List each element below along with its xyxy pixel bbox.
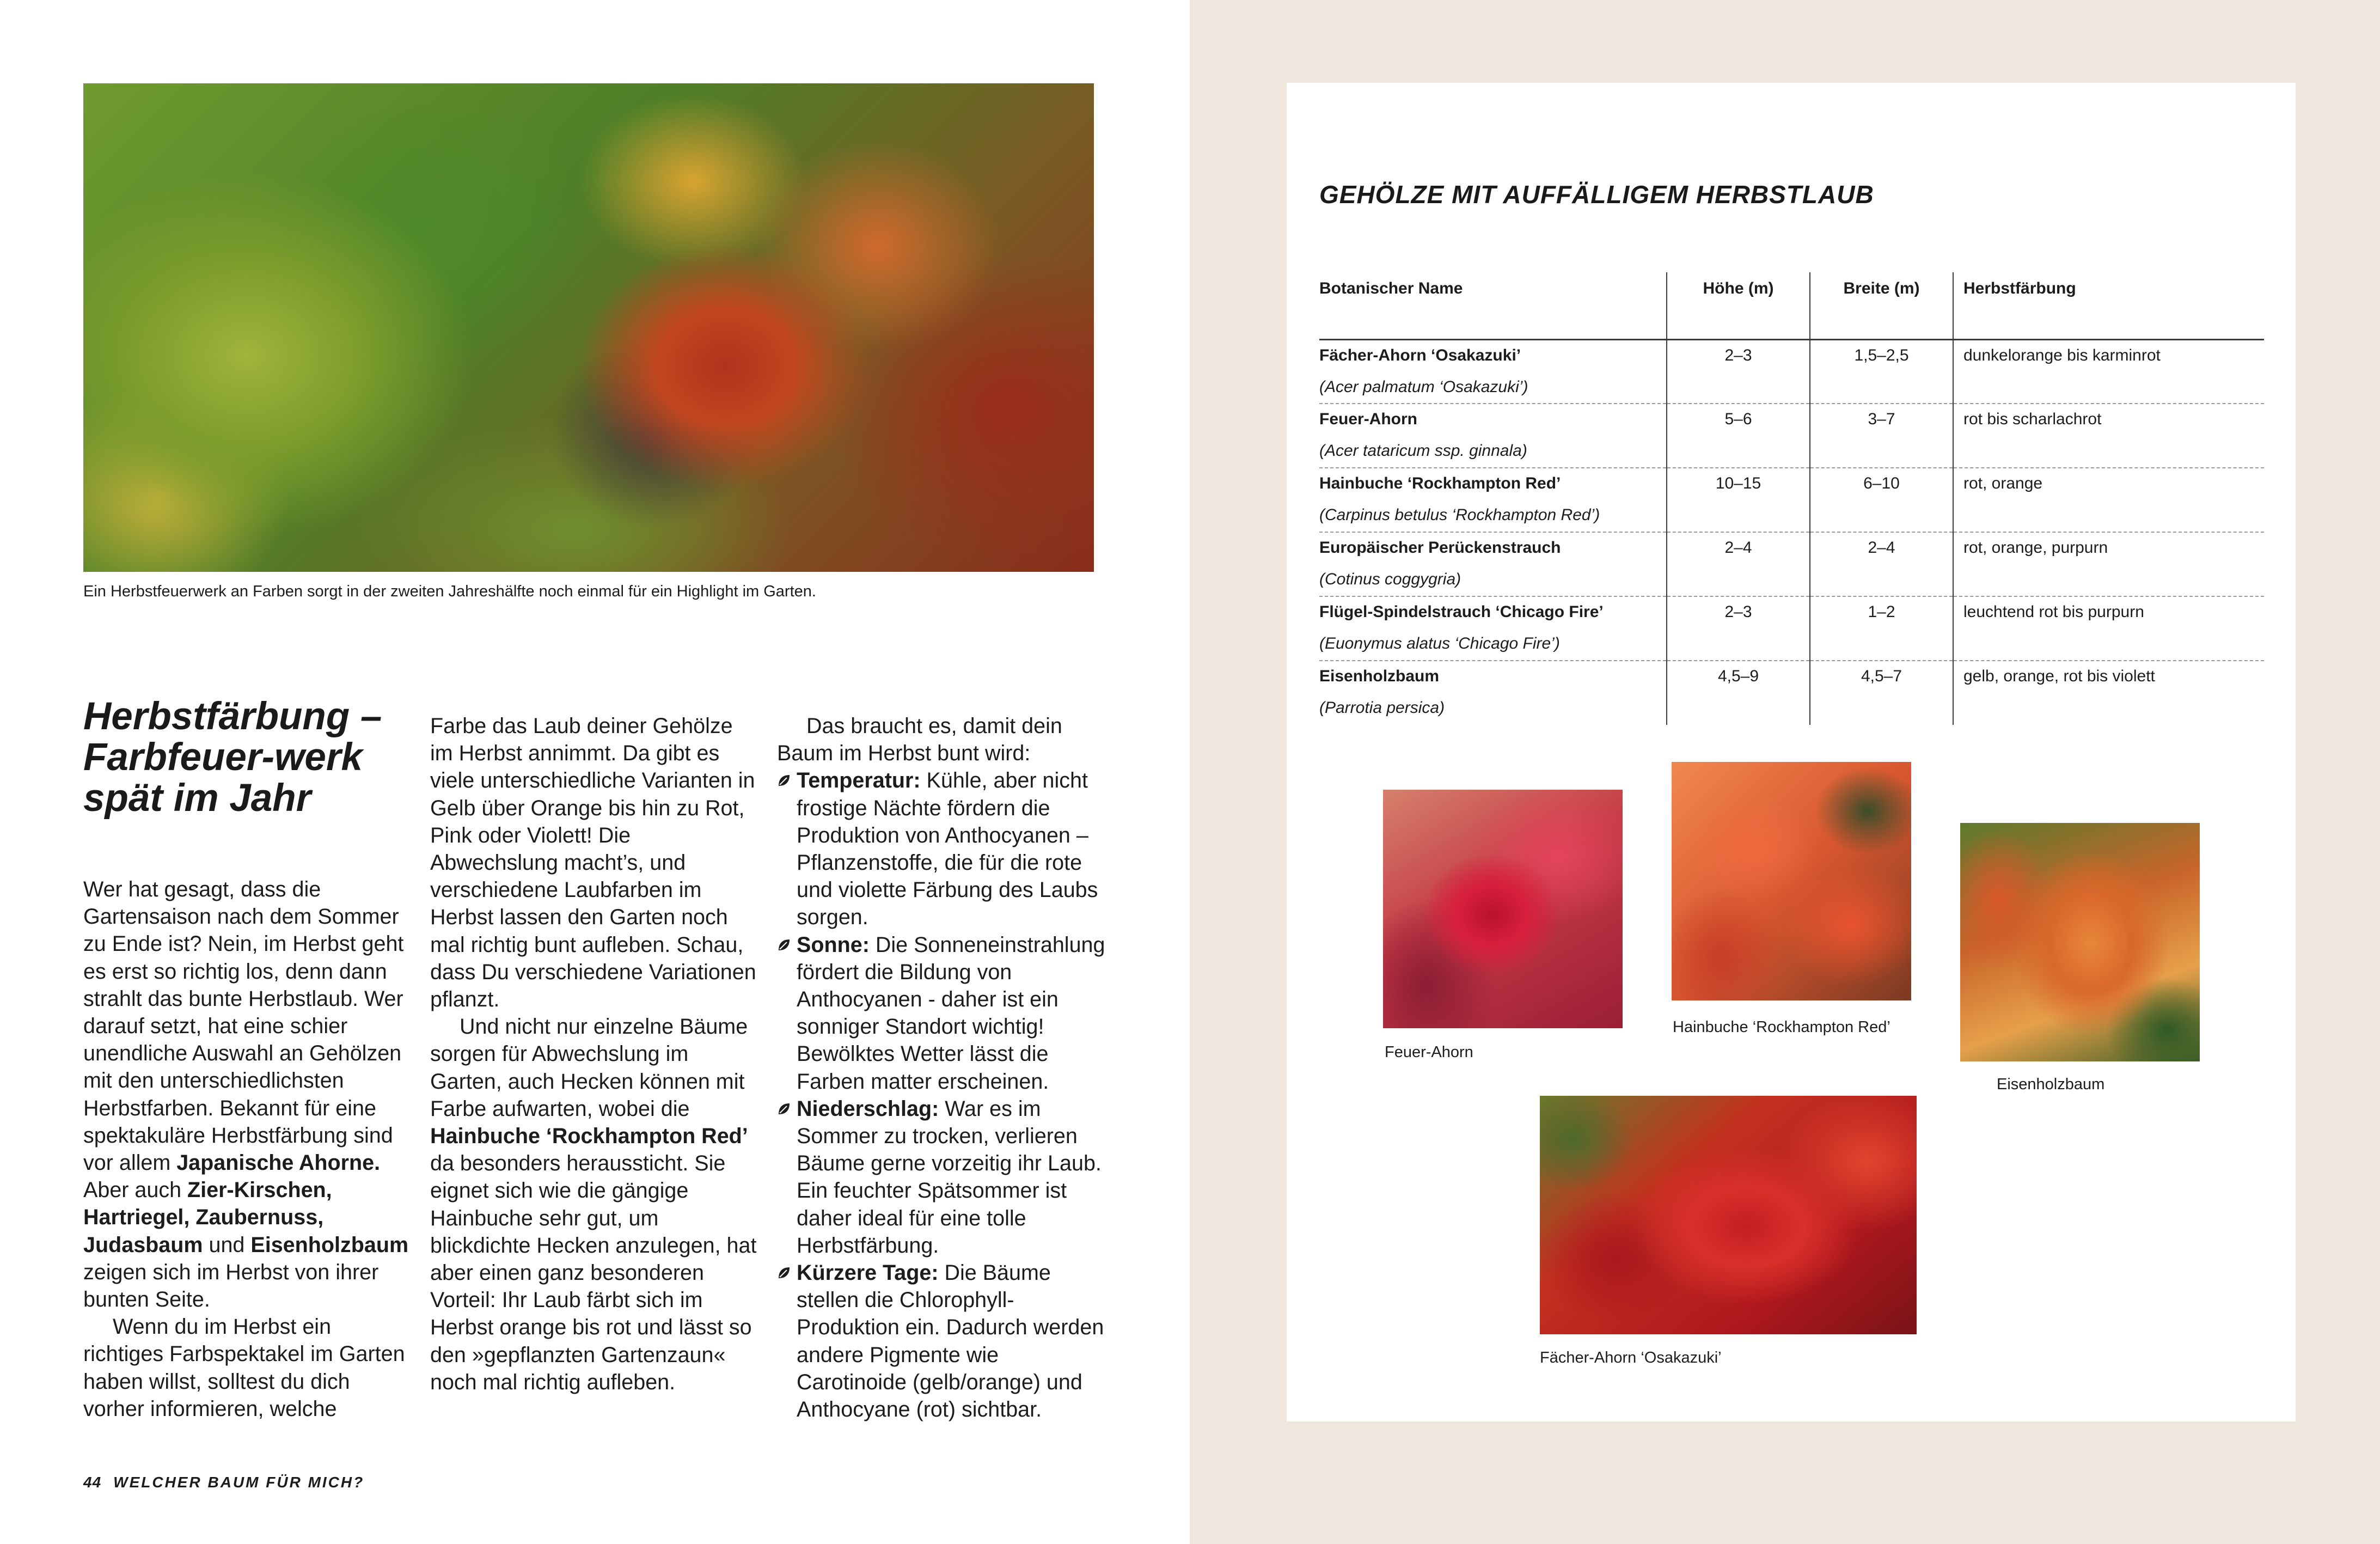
text-span: und xyxy=(203,1232,251,1257)
article-paragraph: Wenn du im Herbst ein richtiges Farbspektakel im Garten haben willst, solltest du dich vorher informieren, welche xyxy=(83,1315,405,1421)
plant-name: Europäischer Perückenstrauch xyxy=(1319,539,1561,557)
article-paragraph xyxy=(83,876,410,1313)
article-column-1 xyxy=(83,876,410,1423)
table-row xyxy=(1319,532,2264,596)
bullet-text: Kühle, aber nicht frostige Nächte fördern die Produktion von Anthocyanen – Pflanzenstoffe, die für die rote und violette Färbung des Laubs sorgen. xyxy=(797,768,1098,930)
list-item xyxy=(777,1259,1115,1423)
cell-name xyxy=(1319,532,1667,596)
cell-autumn-color: rot bis scharlachrot xyxy=(1953,404,2264,468)
bold-text: Zier-Kirschen, Hartriegel, Zaubernuss, Judasbaum xyxy=(83,1178,332,1257)
leaf-bullet-icon xyxy=(777,773,791,788)
cell-autumn-color: leuchtend rot bis purpurn xyxy=(1953,596,2264,661)
cell-height: 2–3 xyxy=(1667,596,1810,661)
cell-height: 2–3 xyxy=(1667,339,1810,404)
latin-name: (Cotinus coggygria) xyxy=(1319,570,1461,588)
cell-width: 2–4 xyxy=(1810,532,1953,596)
cell-width: 6–10 xyxy=(1810,468,1953,532)
cell-name xyxy=(1319,468,1667,532)
text-span: zeigen sich im Herbst von ihrer bunten Seite. xyxy=(83,1260,379,1312)
latin-name: (Euonymus alatus ‘Chicago Fire’) xyxy=(1319,634,1560,652)
cell-name xyxy=(1319,596,1667,661)
table-row xyxy=(1319,661,2264,725)
text-span: da besonders heraussticht. Sie eignet sich wie die gängige Hainbuche sehr gut, um blickdichte Hecken anzulegen, hat aber einen ganz besonderen Vorteil: Ihr Laub färbt sich im Herbst orange bis rot und lässt so den »gepflanzten Gartenzaun« noch mal richtig aufleben. xyxy=(430,1151,757,1394)
latin-name: (Acer palmatum ‘Osakazuki’) xyxy=(1319,377,1528,396)
cell-name xyxy=(1319,661,1667,725)
cell-width: 1–2 xyxy=(1810,596,1953,661)
bold-text: Japanische Ahorne. xyxy=(176,1151,381,1175)
plant-name: Hainbuche ‘Rockhampton Red’ xyxy=(1319,474,1561,492)
table-title: GEHÖLZE MIT AUFFÄLLIGEM HERBSTLAUB xyxy=(1319,180,1874,209)
hero-photo-autumn-garden xyxy=(83,83,1094,572)
plant-name: Eisenholzbaum xyxy=(1319,667,1440,685)
plant-name: Feuer-Ahorn xyxy=(1319,410,1417,428)
bullet-label: Temperatur: xyxy=(797,768,921,793)
table-row xyxy=(1319,468,2264,532)
cell-height: 4,5–9 xyxy=(1667,661,1810,725)
bullet-label: Kürzere Tage: xyxy=(797,1261,939,1285)
page-number: 44 xyxy=(83,1474,102,1491)
bold-text: Eisenholzbaum xyxy=(250,1232,409,1257)
leaf-bullet-icon xyxy=(777,938,791,952)
article-column-3 xyxy=(777,712,1115,1423)
cell-height: 2–4 xyxy=(1667,532,1810,596)
latin-name: (Parrotia persica) xyxy=(1319,699,1445,717)
list-item xyxy=(777,767,1115,931)
cell-autumn-color: dunkelorange bis karminrot xyxy=(1953,339,2264,404)
bullet-text: Die Bäume stellen die Chlorophyll-Produktion ein. Dadurch werden andere Pigmente wie Carotinoide (gelb/orange) und Anthocyane (rot) sichtbar. xyxy=(797,1261,1104,1422)
latin-name: (Carpinus betulus ‘Rockhampton Red’) xyxy=(1319,506,1600,524)
bullet-label: Niederschlag: xyxy=(797,1096,939,1121)
bullet-text: Die Sonneneinstrahlung fördert die Bildung von Anthocyanen - daher ist ein sonniger Standort wichtig! Bewölktes Wetter lässt die Farben matter erscheinen. xyxy=(797,932,1105,1094)
bullet-label: Sonne: xyxy=(797,932,870,957)
cell-height: 10–15 xyxy=(1667,468,1810,532)
cell-name xyxy=(1319,404,1667,468)
photo-feuer-ahorn xyxy=(1383,790,1623,1028)
photo-hainbuche xyxy=(1672,762,1911,1000)
photo-eisenholzbaum xyxy=(1960,823,2200,1061)
cell-name xyxy=(1319,339,1667,404)
column-header-autumn-color: Herbstfärbung xyxy=(1953,272,2264,339)
list-item xyxy=(777,1095,1115,1259)
section-title: WELCHER BAUM FÜR MICH? xyxy=(113,1474,365,1491)
photo-osakazuki xyxy=(1540,1096,1917,1334)
article-headline: Herbstfärbung – Farbfeuer-werk spät im Jahr xyxy=(83,695,382,820)
article-paragraph: Das braucht es, damit dein Baum im Herbst bunt wird: xyxy=(777,714,1062,766)
table-row xyxy=(1319,339,2264,404)
caption-eisenholzbaum: Eisenholzbaum xyxy=(1997,1076,2105,1093)
column-header-height: Höhe (m) xyxy=(1667,272,1810,339)
cell-autumn-color: rot, orange, purpurn xyxy=(1953,532,2264,596)
cell-autumn-color: rot, orange xyxy=(1953,468,2264,532)
cell-width: 4,5–7 xyxy=(1810,661,1953,725)
bullet-text: War es im Sommer zu trocken, verlieren Bäume gerne vorzeitig ihr Laub. Ein feuchter Spätsommer ist daher ideal für eine tolle Herbstfärbung. xyxy=(797,1096,1102,1258)
plant-name: Flügel-Spindelstrauch ‘Chicago Fire’ xyxy=(1319,603,1604,621)
latin-name: (Acer tataricum ssp. ginnala) xyxy=(1319,442,1527,460)
caption-osakazuki: Fächer-Ahorn ‘Osakazuki’ xyxy=(1540,1349,1722,1366)
table-header-row xyxy=(1319,272,2264,339)
cell-height: 5–6 xyxy=(1667,404,1810,468)
caption-feuer-ahorn: Feuer-Ahorn xyxy=(1385,1043,1473,1061)
cell-width: 3–7 xyxy=(1810,404,1953,468)
text-span: Wer hat gesagt, dass die Gartensaison nach dem Sommer zu Ende ist? Nein, im Herbst geht es erst so richtig los, denn dann strahlt das bunte Herbstlaub. Wer darauf setzt, hat eine schier unendliche Auswahl an Gehölzen mit den unterschiedlichsten Herbstfarben. Bekannt für eine spektakuläre Herbstfärbung sind vor allem xyxy=(83,877,404,1175)
caption-hainbuche: Hainbuche ‘Rockhampton Red’ xyxy=(1673,1018,1890,1036)
text-span: Aber auch xyxy=(83,1178,188,1203)
leaf-bullet-icon xyxy=(777,1102,791,1116)
bold-text: Hainbuche ‘Rockhampton Red’ xyxy=(430,1124,748,1149)
cell-autumn-color: gelb, orange, rot bis violett xyxy=(1953,661,2264,725)
plant-table xyxy=(1319,272,2264,725)
table-row xyxy=(1319,596,2264,661)
plant-name: Fächer-Ahorn ‘Osakazuki’ xyxy=(1319,346,1521,364)
article-column-2 xyxy=(430,712,757,1396)
text-span: Und nicht nur einzelne Bäume sorgen für Abwechslung im Garten, auch Hecken können mit Farbe aufwarten, wobei die xyxy=(430,1015,748,1121)
list-item xyxy=(777,931,1115,1095)
hero-caption: Ein Herbstfeuerwerk an Farben sorgt in der zweiten Jahreshälfte noch einmal für ein Highlight im Garten. xyxy=(83,583,816,600)
column-header-width: Breite (m) xyxy=(1810,272,1953,339)
table-row xyxy=(1319,404,2264,468)
leaf-bullet-icon xyxy=(777,1266,791,1280)
cell-width: 1,5–2,5 xyxy=(1810,339,1953,404)
article-paragraph xyxy=(430,1013,757,1396)
article-paragraph: Farbe das Laub deiner Gehölze im Herbst annimmt. Da gibt es viele unterschiedliche Varianten in Gelb über Orange bis hin zu Rot, Pink oder Violett! Die Abwechslung macht’s, und verschiedene Laubfarben im Herbst lassen den Garten noch mal richtig bunt aufleben. Schau, dass Du verschiedene Variationen pflanzt. xyxy=(430,714,756,1012)
page-footer xyxy=(83,1474,364,1491)
column-header-name: Botanischer Name xyxy=(1319,272,1667,339)
